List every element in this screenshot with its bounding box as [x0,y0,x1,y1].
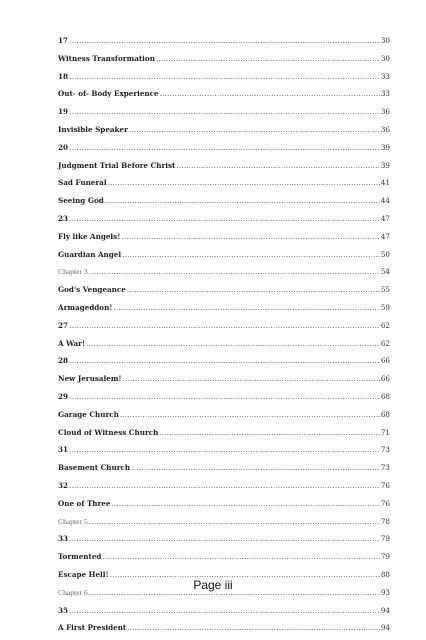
toc-entry-title: 32 [58,480,69,490]
toc-entry-page: 73 [380,463,390,473]
toc-entry[interactable] [58,68,390,86]
toc-entry-page: 79 [380,534,390,544]
dot-leader [113,299,379,317]
toc-entry[interactable] [58,459,390,477]
toc-entry-title: New Jerusalem! [58,374,122,384]
dot-leader [69,477,380,495]
toc-entry-page: 71 [380,427,390,437]
toc-entry[interactable] [58,299,390,317]
toc-entry[interactable] [58,335,390,353]
toc-entry-page: 50 [380,249,390,259]
toc-entry-page: 44 [380,196,390,206]
toc-entry-page: 66 [380,356,390,366]
toc-entry-title: 33 [58,534,69,544]
toc-entry-title: Fly like Angels! [58,231,121,241]
toc-entry[interactable] [58,602,390,620]
dot-leader [120,406,380,424]
dot-leader [127,619,380,637]
toc-entry-page: 39 [380,142,390,152]
toc-entry[interactable] [58,174,390,192]
dot-leader [121,228,379,246]
toc-entry-page: 62 [380,338,390,348]
toc-entry-page: 36 [380,124,390,134]
toc-entry-page: 68 [380,409,390,419]
toc-entry[interactable] [58,32,390,50]
dot-leader [69,68,380,86]
dot-leader [69,139,380,157]
dot-leader [129,121,380,139]
toc-entry-title: 31 [58,445,69,455]
toc-entry-title: 29 [58,391,69,401]
toc-entry[interactable] [58,495,390,513]
toc-entry[interactable] [58,530,390,548]
dot-leader [86,335,380,353]
toc-entry-title: Chapter 3 [58,267,88,277]
dot-leader [69,317,380,335]
toc-entry[interactable] [58,228,390,246]
toc-entry-title: A First President [58,623,127,633]
toc-entry-page: 33 [380,71,390,81]
toc-entry-title: Out- of- Body Experience [58,89,159,99]
toc-entry[interactable] [58,388,390,406]
toc-entry[interactable] [58,50,390,68]
page-number-footer: Page iii [193,578,233,592]
toc-entry-page: 94 [380,623,390,633]
dot-leader [69,103,380,121]
toc-entry-page: 55 [380,285,390,295]
toc-entry-title: 27 [58,320,69,330]
toc-entry-page: 73 [380,445,390,455]
dot-leader [111,495,379,513]
dot-leader [122,246,380,264]
toc-entry-title: Armageddon! [58,302,113,312]
toc-entry-title: One of Three [58,498,111,508]
toc-entry-title: Guardian Angel [58,249,122,259]
toc-entry-title: Basement Church [58,463,131,473]
dot-leader [160,85,380,103]
toc-entry[interactable] [58,246,390,264]
toc-entry[interactable] [58,513,390,531]
toc-entry[interactable] [58,85,390,103]
toc-entry-page: 66 [380,374,390,384]
toc-entry[interactable] [58,192,390,210]
toc-entry-page: 76 [380,498,390,508]
dot-leader [69,602,380,620]
dot-leader [156,50,380,68]
dot-leader [108,174,380,192]
toc-entry[interactable] [58,424,390,442]
toc-entry-title: God's Vengeance [58,285,126,295]
toc-entry-page: 47 [380,213,390,223]
dot-leader [69,530,380,548]
toc-entry-title: Invisible Speaker [58,124,128,134]
toc-entry-page: 30 [380,53,390,63]
toc-entry-page: 68 [380,391,390,401]
toc-entry[interactable] [58,210,390,228]
toc-entry-page: 39 [380,160,390,170]
toc-entry[interactable] [58,139,390,157]
toc-entry[interactable] [58,317,390,335]
toc-entry[interactable] [58,477,390,495]
dot-leader [69,441,380,459]
toc-entry[interactable] [58,103,390,121]
toc-entry[interactable] [58,370,390,388]
toc-entry-title: 23 [58,213,69,223]
dot-leader [69,32,380,50]
dot-leader [105,192,380,210]
toc-entry-page: 79 [380,552,390,562]
toc-entry-title: Seeing God [58,196,104,206]
toc-entry-title: Chapter 5 [58,516,88,526]
toc-entry-page: 76 [380,480,390,490]
toc-entry-title: 17 [58,36,69,45]
toc-entry[interactable] [58,406,390,424]
toc-entry-title: 18 [58,71,69,81]
toc-entry-title: Judgment Trial Before Christ [58,160,176,170]
toc-entry-page: 78 [380,516,390,526]
toc-entry-page: 36 [380,107,390,117]
dot-leader [69,388,380,406]
dot-leader [176,157,379,175]
toc-entry[interactable] [58,352,390,370]
toc-entry-page: 94 [380,605,390,615]
toc-entry-title: Cloud of Witness Church [58,427,159,437]
toc-entry-page: 88 [380,569,390,579]
toc-entry-title: 19 [58,107,69,117]
toc-entry-title: A War! [58,338,86,348]
table-of-contents [58,32,390,637]
dot-leader [69,210,380,228]
toc-entry-page: 62 [380,320,390,330]
toc-entry-page: 54 [380,267,390,277]
dot-leader [131,459,380,477]
dot-leader [102,548,379,566]
toc-entry[interactable] [58,281,390,299]
dot-leader [89,263,380,281]
toc-entry-title: Escape Hell! [58,569,109,579]
toc-entry[interactable] [58,263,390,281]
toc-entry-page: 30 [380,36,390,45]
toc-entry-title: 28 [58,356,69,366]
toc-entry-page: 33 [380,89,390,99]
toc-entry-title: Chapter 6 [58,587,88,597]
dot-leader [127,281,380,299]
toc-entry-title: Tormented [58,552,102,562]
toc-entry-title: 20 [58,142,69,152]
toc-entry-title: Sad Funeral [58,178,107,188]
dot-leader [89,513,380,531]
dot-leader [123,370,380,388]
toc-entry-title: 35 [58,605,69,615]
dot-leader [69,352,380,370]
toc-entry-page: 41 [380,178,390,188]
toc-entry-page: 47 [380,231,390,241]
toc-entry[interactable] [58,121,390,139]
toc-entry-title: Witness Transformation [58,53,155,63]
toc-entry[interactable] [58,548,390,566]
toc-entry-title: Garage Church [58,409,119,419]
toc-entry-page: 93 [380,587,390,597]
toc-entry-page: 59 [380,302,390,312]
dot-leader [159,424,380,442]
toc-entry[interactable] [58,441,390,459]
toc-entry[interactable] [58,157,390,175]
toc-entry[interactable] [58,619,390,637]
